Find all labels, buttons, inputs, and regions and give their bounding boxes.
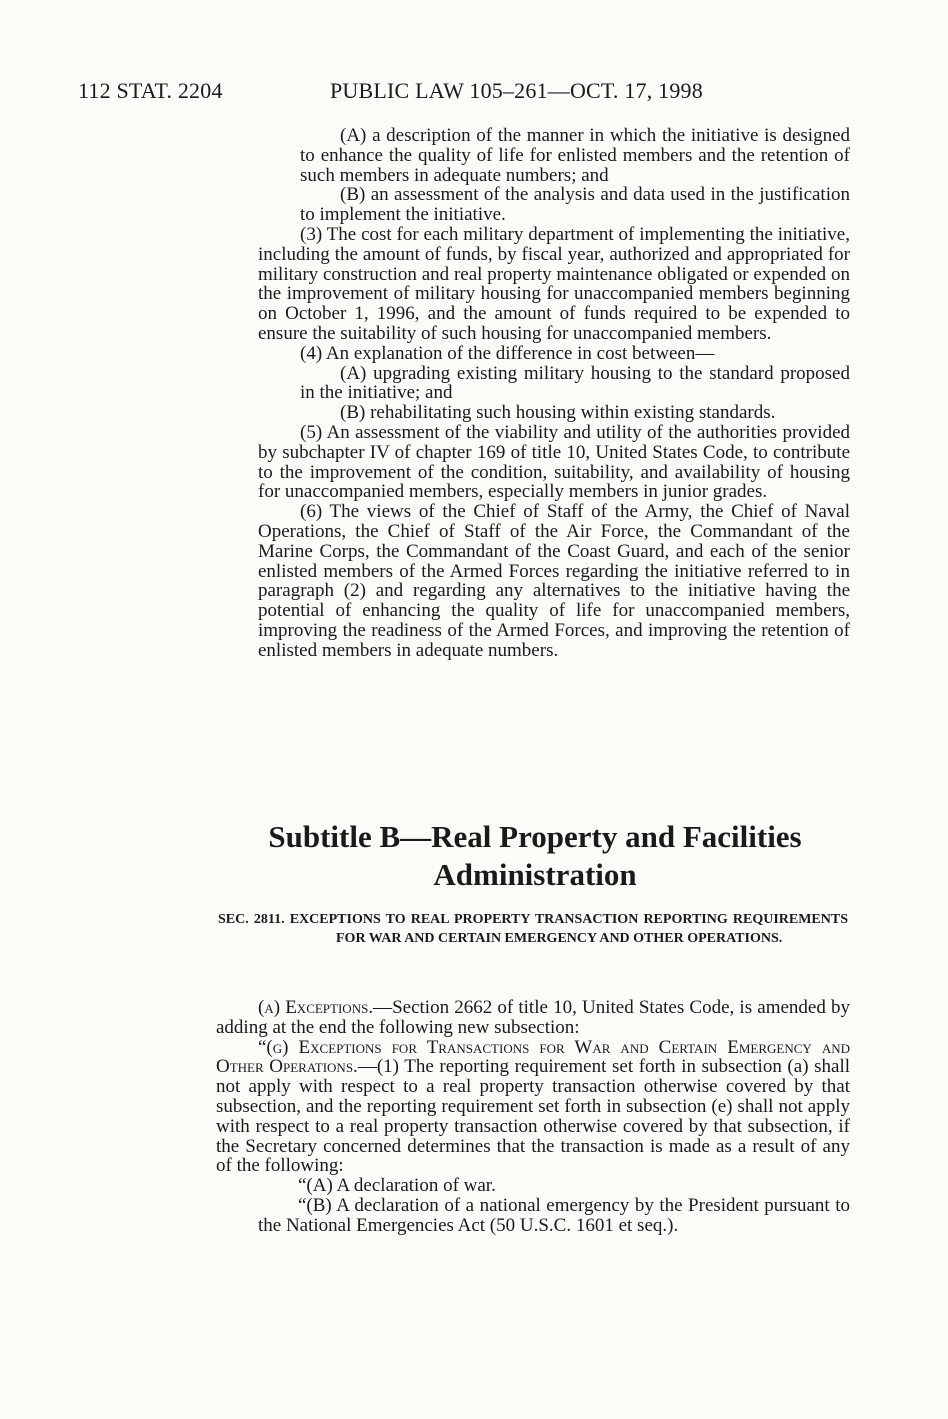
sub-paragraph-2B: (B) an assessment of the analysis and data used in the justification to implement the initiative.	[300, 184, 850, 226]
subtitle-line-1: Subtitle B—Real Property and Facilities	[268, 819, 802, 854]
paragraph-5: (5) An assessment of the viability and utility of the authorities provided by subchapter IV of chapter 169 of title 10, United States Code, to contribute to the improvement of the condition, suitability, and availability of housing for unaccompanied members, especially members in junior grades.	[258, 421, 850, 503]
clause-gA: “(A) A declaration of war.	[298, 1175, 496, 1197]
sub-paragraph-4B: (B) rehabilitating such housing within existing standards.	[340, 402, 776, 424]
upper-text-block	[258, 126, 850, 661]
lower-text-block	[216, 998, 850, 1236]
paragraph-3: (3) The cost for each military department of implementing the initiative, including the amount of funds, by fiscal year, authorized and appropriated for military construction and real property maintenance obligated or expended on the improvement of military housing for unaccompanied members beginning on October 1, 1996, and the amount of funds required to be expended to ensure the suitability of such housing for unaccompanied members.	[258, 223, 850, 344]
subsection-a-label: (a) Exceptions.	[258, 997, 374, 1018]
statute-page-number: 112 STAT. 2204	[78, 78, 223, 103]
sub-paragraph-4A: (A) upgrading existing military housing to the standard proposed in the initiative; and	[300, 362, 850, 404]
subsection-g	[216, 1038, 850, 1177]
subtitle-heading	[180, 818, 890, 894]
section-heading	[218, 910, 848, 948]
page-header	[78, 78, 858, 114]
public-law-citation: PUBLIC LAW 105–261—OCT. 17, 1998	[330, 78, 703, 103]
sub-paragraph-2A: (A) a description of the manner in which the initiative is designed to enhance the quality of life for enlisted members and the retention of such members in adequate numbers; and	[300, 125, 850, 186]
subtitle-line-2: Administration	[433, 857, 637, 892]
subsection-a	[216, 998, 850, 1038]
subsection-a-text: —Section 2662 of title 10, United States Code, is amended by adding at the end the following new subsection:	[216, 997, 851, 1038]
section-2811-title: SEC. 2811. EXCEPTIONS TO REAL PROPERTY TRANSACTION REPORTING REQUIREMENTS FOR WAR AND CERTAIN EMERGENCY AND OTHER OPERATIONS.	[218, 912, 848, 946]
subsection-g-label: “(g) Exceptions for Transactions for War and Certain Emergency and Other Operations.	[216, 1036, 850, 1078]
subsection-g-text: —(1) The reporting requirement set forth in subsection (a) shall not apply with respect to a real property transaction otherwise covered by that subsection, and the reporting requirement set forth in subsection (e) shall not apply with respect to a real property transaction otherwise covered by that subsection, if the Secretary concerned determines that the transaction is made as a result of any of the following:	[216, 1056, 850, 1177]
paragraph-4: (4) An explanation of the difference in cost between—	[300, 342, 715, 364]
paragraph-6: (6) The views of the Chief of Staff of the Army, the Chief of Naval Operations, the Chief of Staff of the Air Force, the Commandant of the Marine Corps, the Commandant of the Coast Guard, and each of the senior enlisted members of the Armed Forces regarding the initiative referred to in paragraph (2) and regarding any alternatives to the initiative having the potential of enhancing the quality of life for unaccompanied members, improving the readiness of the Armed Forces, and improving the retention of enlisted members in adequate numbers.	[258, 501, 850, 661]
clause-gB: “(B) A declaration of a national emergency by the President pursuant to the National Emergencies Act (50 U.S.C. 1601 et seq.).	[258, 1194, 850, 1236]
